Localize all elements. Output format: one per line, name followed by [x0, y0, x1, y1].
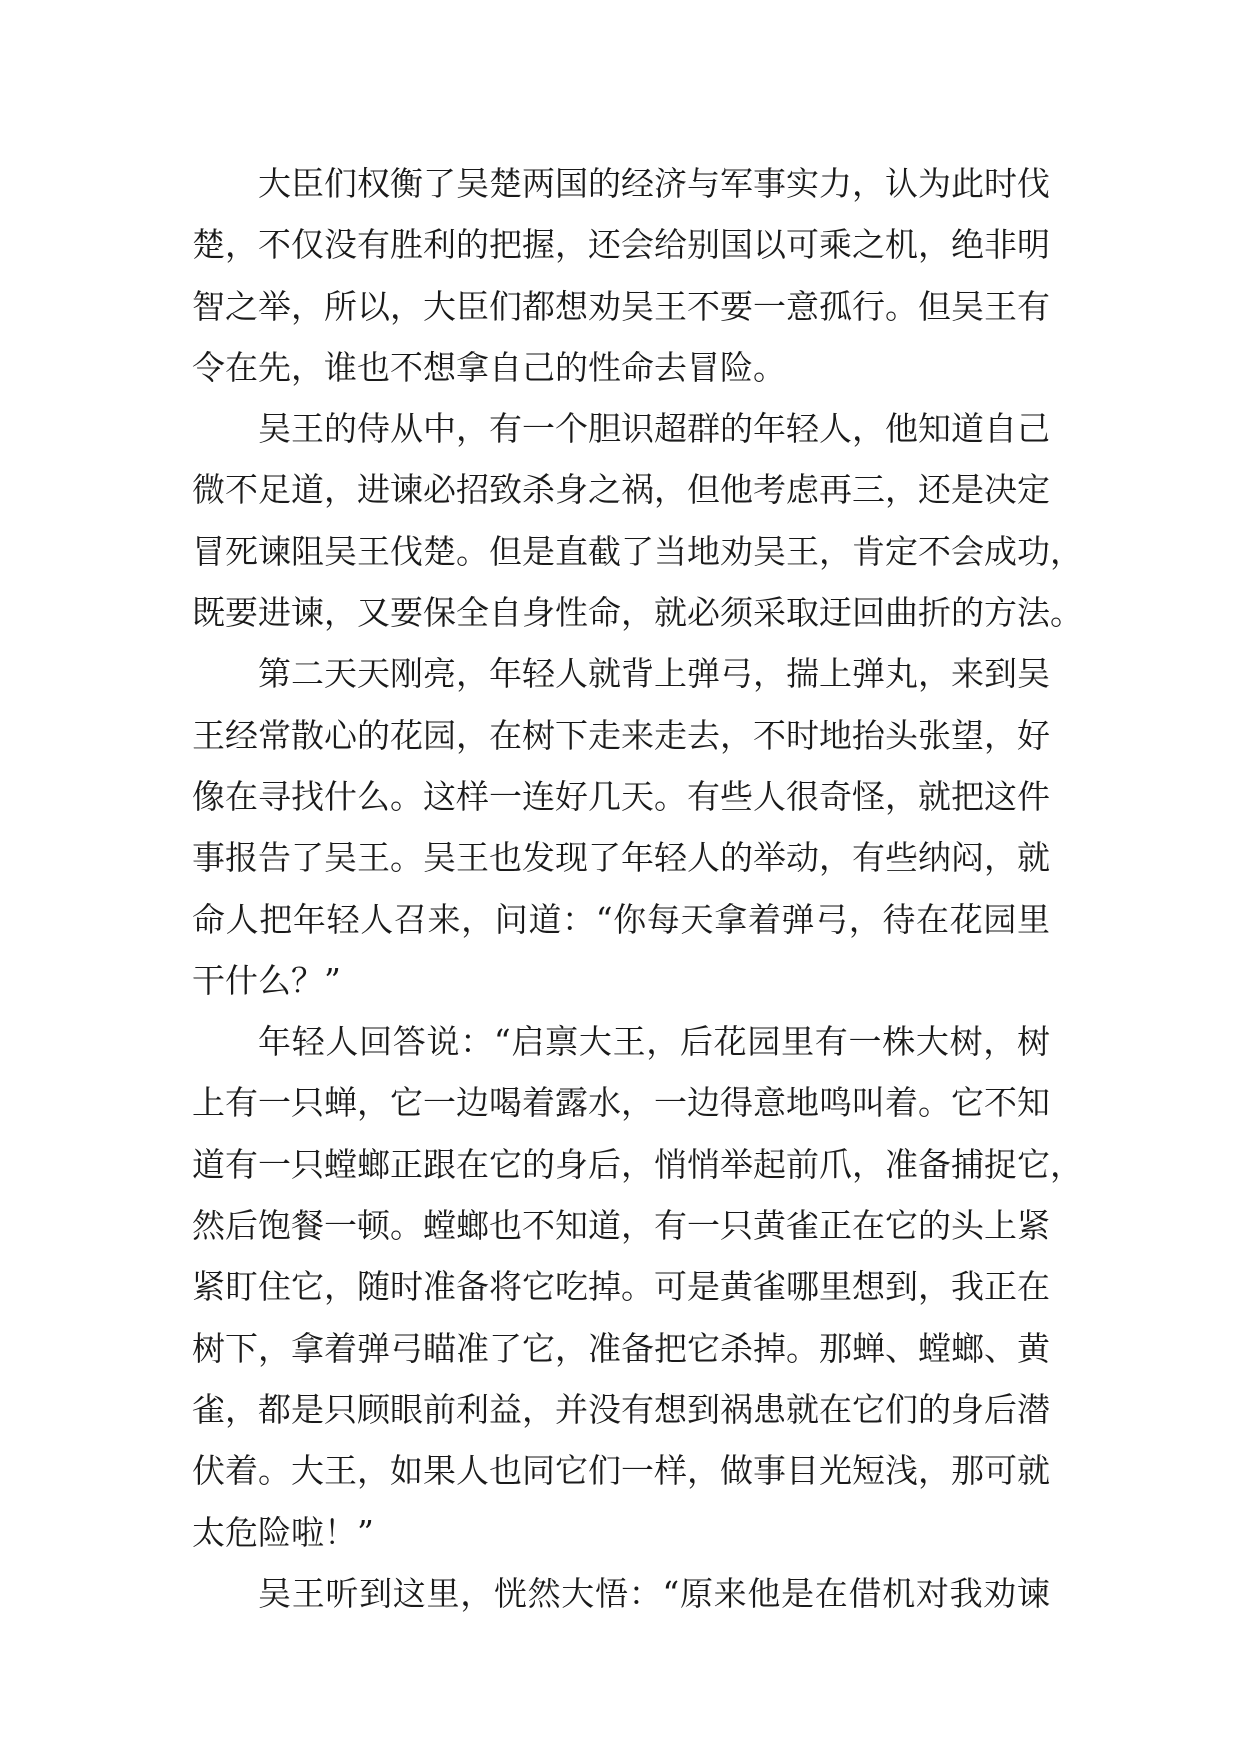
text-line: 微不足道，进谏必招致杀身之祸，但他考虑再三，还是决定 [192, 470, 1050, 510]
text-line: 上有一只蝉，它一边喝着露水，一边得意地鸣叫着。它不知 [192, 1083, 1050, 1123]
text-line: 年轻人回答说：“启禀大王，后花园里有一株大树，树 [258, 1022, 1050, 1062]
text-line: 第二天天刚亮，年轻人就背上弹弓，揣上弹丸，来到吴 [258, 654, 1050, 694]
text-line: 干什么？” [192, 960, 341, 1000]
text-line: 树下，拿着弹弓瞄准了它，准备把它杀掉。那蝉、螳螂、黄 [192, 1328, 1050, 1368]
text-line: 智之举，所以，大臣们都想劝吴王不要一意孤行。但吴王有 [192, 286, 1050, 326]
text-line: 道有一只螳螂正跟在它的身后，悄悄举起前爪，准备捕捉它， [192, 1144, 1083, 1184]
text-line: 伏着。大王，如果人也同它们一样，做事目光短浅，那可就 [192, 1451, 1050, 1491]
text-line: 雀，都是只顾眼前利益，并没有想到祸患就在它们的身后潜 [192, 1389, 1050, 1429]
text-line: 大臣们权衡了吴楚两国的经济与军事实力，认为此时伐 [258, 164, 1050, 203]
text-line: 吴王的侍从中，有一个胆识超群的年轻人，他知道自己 [258, 409, 1050, 449]
text-line: 冒死谏阻吴王伐楚。但是直截了当地劝吴王，肯定不会成功， [192, 531, 1083, 571]
text-line: 然后饱餐一顿。螳螂也不知道，有一只黄雀正在它的头上紧 [192, 1206, 1050, 1246]
text-line: 王经常散心的花园，在树下走来走去，不时地抬头张望，好 [192, 715, 1050, 755]
text-line: 令在先，谁也不想拿自己的性命去冒险。 [192, 347, 786, 387]
text-line: 太危险啦！” [192, 1512, 374, 1552]
text-line: 事报告了吴王。吴王也发现了年轻人的举动，有些纳闷，就 [192, 838, 1050, 878]
text-line: 既要进谏，又要保全自身性命，就必须采取迂回曲折的方法。 [192, 593, 1083, 633]
text-line: 命人把年轻人召来，问道：“你每天拿着弹弓，待在花园里 [192, 899, 1050, 939]
text-line: 像在寻找什么。这样一连好几天。有些人很奇怪，就把这件 [192, 776, 1050, 816]
body-text [192, 153, 1083, 1624]
text-line: 楚，不仅没有胜利的把握，还会给别国以可乘之机，绝非明 [192, 225, 1050, 265]
text-line: 吴王听到这里，恍然大悟：“原来他是在借机对我劝谏 [258, 1573, 1050, 1613]
text-line: 紧盯住它，随时准备将它吃掉。可是黄雀哪里想到，我正在 [192, 1267, 1050, 1307]
